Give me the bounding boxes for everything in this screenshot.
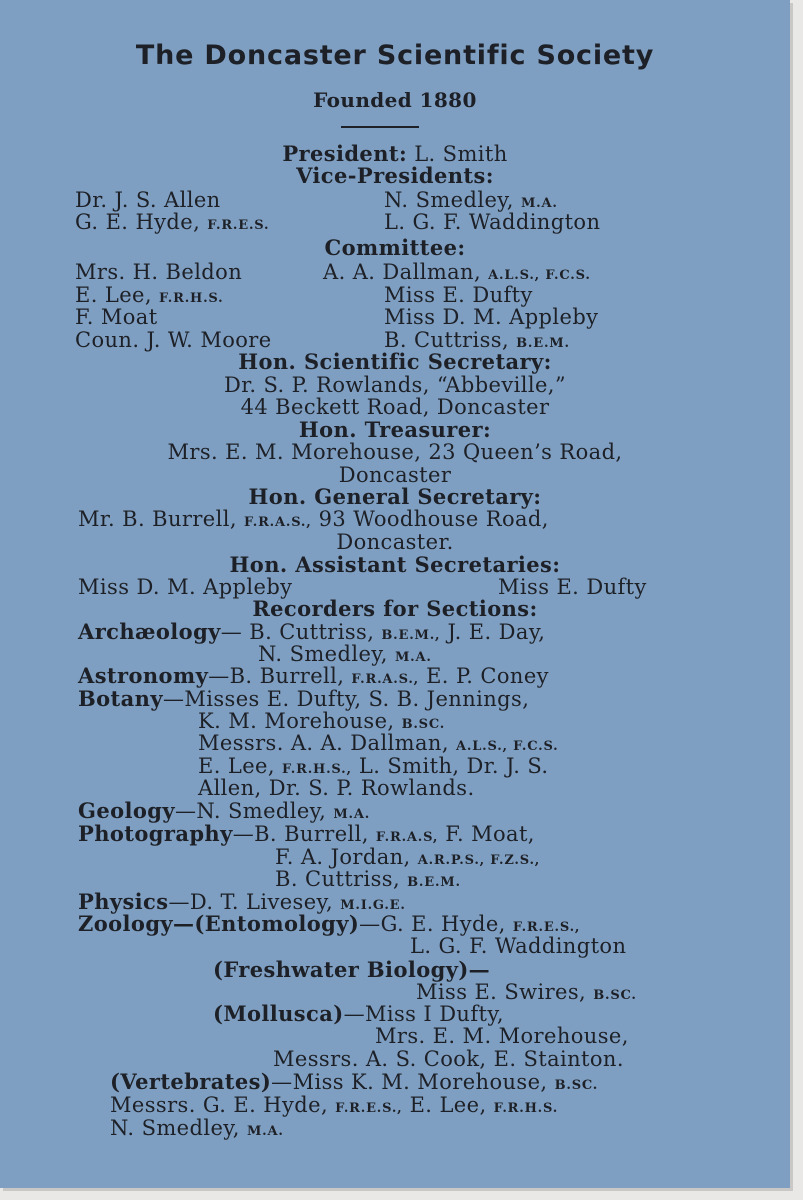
freshwater-degree-1: B.SC. — [593, 988, 637, 1003]
vertebrates-degree-1: B.SC. — [554, 1078, 599, 1093]
freshwater-text-1: Miss E. Swires, — [416, 980, 587, 1004]
zoology-text-1: —G. E. Hyde, — [359, 912, 506, 936]
mollusca-line-3: Messrs. A. S. Cook, E. Stainton. — [273, 1047, 624, 1071]
botany-degree-3: A.L.S., F.C.S. — [455, 739, 559, 754]
vp2-name: N. Smedley, — [384, 188, 514, 212]
committee-member-6: Miss D. M. Appleby — [384, 305, 599, 329]
botany-text-4b: L. Smith, Dr. J. S. — [358, 754, 549, 778]
cm3-degree: F.R.H.S. — [159, 291, 224, 306]
vp3-degree: F.R.E.S. — [207, 218, 270, 233]
assistant-secretary-1: Miss D. M. Appleby — [78, 575, 293, 599]
gen-sec-address: 93 Woodhouse Road, — [318, 507, 549, 531]
treasurer-heading: Hon. Treasurer: — [298, 417, 492, 442]
assistant-secretary-2: Miss E. Dufty — [498, 575, 647, 599]
assistant-secretaries-heading: Hon. Assistant Secretaries: — [229, 552, 561, 577]
photography-text-3: B. Cuttriss, — [275, 867, 401, 891]
vice-president-1: Dr. J. S. Allen — [75, 188, 221, 212]
photography-text-2: F. A. Jordan, — [275, 845, 411, 869]
cm2-degree: A.L.S., F.C.S. — [488, 268, 591, 283]
zoology-line-2: L. G. F. Waddington — [410, 934, 627, 958]
physics-label: Physics — [78, 889, 169, 914]
archaeology-text-3: N. Smedley, — [258, 642, 388, 666]
scientific-secretary-name: Dr. S. P. Rowlands, “Abbeville,” — [223, 373, 567, 397]
committee-member-5: F. Moat — [75, 305, 158, 329]
president-name: L. Smith — [414, 142, 508, 166]
photography-text-1: —B. Burrell, — [232, 822, 369, 846]
botany-text-2: K. M. Morehouse, — [198, 709, 395, 733]
botany-line-5: Allen, Dr. S. P. Rowlands. — [198, 776, 475, 800]
astronomy-text-2: E. P. Coney — [426, 664, 549, 688]
vice-presidents-heading: Vice-Presidents: — [296, 163, 494, 188]
botany-degree-4: F.R.H.S., — [282, 762, 352, 777]
society-title: The Doncaster Scientific Society — [135, 40, 655, 71]
photography-degree-3: B.E.M. — [407, 875, 461, 890]
freshwater-biology-label: (Freshwater Biology)— — [213, 957, 491, 982]
zoology-label: Zoology—(Entomology) — [78, 911, 360, 936]
botany-degree-2: B.SC. — [401, 717, 446, 732]
cm8-name: B. Cuttriss, — [384, 328, 510, 352]
astronomy-label: Astronomy — [78, 663, 209, 688]
geology-degree-1: M.A. — [333, 807, 371, 822]
archaeology-text-2: J. E. Day, — [447, 620, 546, 644]
botany-text-3: Messrs. A. A. Dallman, — [198, 731, 449, 755]
archaeology-degree-3: M.A. — [394, 650, 432, 665]
archaeology-label: Archæology — [78, 619, 221, 644]
scientific-secretary-heading: Hon. Scientific Secretary: — [238, 349, 552, 374]
committee-member-4: Miss E. Dufty — [384, 283, 533, 307]
founded-line: Founded 1880 — [313, 88, 477, 112]
committee-member-1: Mrs. H. Beldon — [75, 260, 243, 284]
gen-sec-degree: F.R.A.S., — [244, 515, 312, 530]
cm2-name: A. A. Dallman, — [323, 260, 482, 284]
vertebrates-text-2b: E. Lee, — [409, 1093, 487, 1117]
vp3-name: G. E. Hyde, — [75, 210, 201, 234]
treasurer-name: Mrs. E. M. Morehouse, 23 Queen’s Road, — [167, 440, 623, 464]
cm3-name: E. Lee, — [75, 283, 152, 307]
physics-degree-1: M.I.G.E. — [340, 898, 406, 913]
archaeology-degree-1: B.E.M., — [381, 628, 441, 643]
vertebrates-line-3 — [110, 1116, 284, 1144]
photography-text-1b: F. Moat, — [445, 822, 535, 846]
cm8-degree: B.E.M. — [516, 336, 570, 351]
president-label: President: — [282, 141, 408, 166]
archaeology-text-1: — B. Cuttriss, — [220, 620, 375, 644]
recorders-heading: Recorders for Sections: — [252, 596, 538, 621]
astronomy-degree-1: F.R.A.S., — [351, 672, 419, 687]
vice-president-3 — [75, 210, 269, 238]
mollusca-text-1: —Miss I Dufty, — [343, 1002, 504, 1026]
botany-text-1: —Misses E. Dufty, S. B. Jennings, — [162, 687, 530, 711]
vertebrates-degree-2: F.R.E.S., — [335, 1101, 403, 1116]
scientific-secretary-address: 44 Beckett Road, Doncaster — [240, 395, 550, 419]
zoology-degree-1: F.R.E.S., — [512, 920, 581, 935]
botany-text-4: E. Lee, — [198, 754, 275, 778]
vice-president-4: L. G. F. Waddington — [384, 210, 601, 234]
photography-degree-2: A.R.P.S., F.Z.S., — [417, 853, 541, 868]
botany-line-1 — [78, 687, 529, 711]
vertebrates-degree-2b: F.R.H.S. — [493, 1101, 559, 1116]
committee-member-7: Coun. J. W. Moore — [75, 328, 272, 352]
committee-heading: Committee: — [324, 235, 466, 260]
botany-label: Botany — [78, 686, 163, 711]
mollusca-line-2: Mrs. E. M. Morehouse, — [375, 1024, 629, 1048]
photography-label: Photography — [78, 821, 233, 846]
gen-sec-name: Mr. B. Burrell, — [78, 507, 237, 531]
general-secretary-heading: Hon. General Secretary: — [248, 484, 542, 509]
vp2-degree: M.A. — [520, 196, 558, 211]
photography-degree-1: F.R.A.S, — [375, 830, 439, 845]
vertebrates-label: (Vertebrates) — [110, 1069, 272, 1094]
mollusca-label: (Mollusca) — [213, 1001, 344, 1026]
physics-text-1: —D. T. Livesey, — [168, 890, 334, 914]
vertebrates-degree-3: M.A. — [246, 1124, 284, 1139]
geology-text-1: —N. Smedley, — [174, 799, 327, 823]
general-secretary-town: Doncaster. — [336, 530, 454, 554]
vertebrates-text-1: —Miss K. M. Morehouse, — [271, 1070, 548, 1094]
treasurer-town: Doncaster — [338, 463, 452, 487]
vertebrates-text-2: Messrs. G. E. Hyde, — [110, 1093, 329, 1117]
divider-rule — [341, 126, 419, 128]
geology-label: Geology — [78, 798, 175, 823]
astronomy-text-1: —B. Burrell, — [208, 664, 345, 688]
mollusca-line-1 — [213, 1002, 504, 1026]
vertebrates-text-3: N. Smedley, — [110, 1116, 240, 1140]
